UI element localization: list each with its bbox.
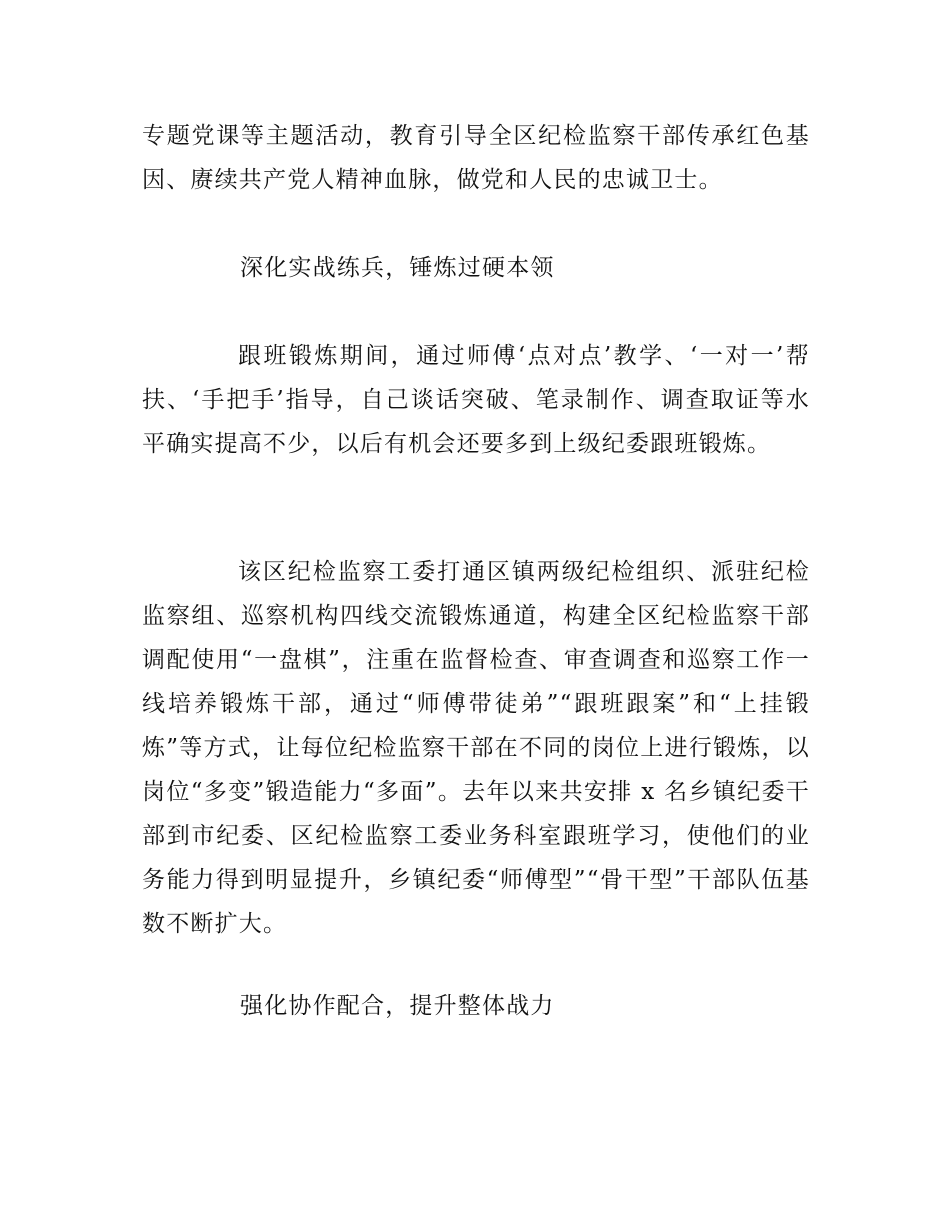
paragraph-continued: 专题党课等主题活动，教育引导全区纪检监察干部传承红色基因、赓续共产党人精神血脉，做党和人民的忠诚卫士。 xyxy=(142,123,810,193)
paragraph-body: 该区纪检监察工委打通区镇两级纪检组织、派驻纪检监察组、巡察机构四线交流锻炼通道，构建全区纪检监察干部调配使用“一盘棋”，注重在监督检查、审查调查和巡察工作一线培养锻炼干部，通过“师傅带徒弟”“跟班跟案”和“上挂锻炼”等方式，让每位纪检监察干部在不同的岗位上进行锻炼，以岗位“多变”锻造能力“多面”。去年以来共安排 x 名乡镇纪委干部到市纪委、区纪检监察工委业务科室跟班学习，使他们的业务能力得到明显提升，乡镇纪委“师傅型”“骨干型”干部队伍基数不断扩大。 xyxy=(142,559,810,937)
section-heading-cooperation: 强化协作配合，提升整体战力 xyxy=(240,993,555,1019)
section-heading-practice-training: 深化实战练兵，锤炼过硬本领 xyxy=(240,255,555,281)
paragraph-quote: 跟班锻炼期间，通过师傅‘点对点’教学、‘一对一’帮扶、‘手把手’指导，自己谈话突破、笔录制作、调查取证等水平确实提高不少，以后有机会还要多到上级纪委跟班锻炼。 xyxy=(142,343,810,457)
